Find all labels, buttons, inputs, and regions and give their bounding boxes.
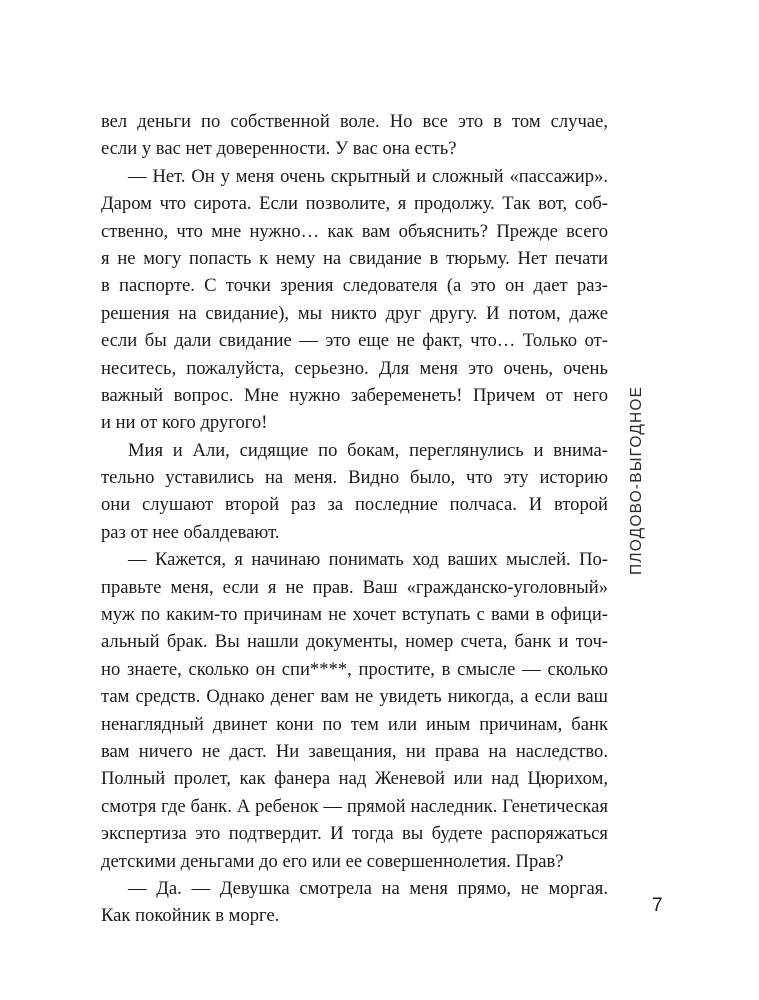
text-line: вам ничего не даст. Ни завещания, ни права на наследство.	[101, 740, 608, 762]
text-line: неситесь, пожалуйста, серьезно. Для меня это очень, очень	[101, 357, 608, 379]
running-head: ПЛОДОВО-ВЫГОДНОЕ	[628, 385, 645, 575]
text-line: если у вас нет доверенности. У вас она есть?	[101, 138, 457, 160]
text-line: в паспорте. С точки зрения следователя (а это он дает раз-	[101, 275, 608, 297]
text-line: решения на свидание), мы никто друг другу. И потом, даже	[101, 302, 608, 324]
text-line: — Кажется, я начинаю понимать ход ваших мыслей. По-	[128, 549, 608, 571]
text-line: они слушают второй раз за последние полчаса. И второй	[101, 494, 608, 516]
text-line: раз от нее обалдевают.	[101, 521, 280, 543]
text-line: — Да. — Девушка смотрела на меня прямо, не моргая.	[128, 877, 608, 899]
text-line: я не могу попасть к нему на свидание в тюрьму. Нет печати	[101, 247, 608, 269]
text-line: муж по каким-то причинам не хочет вступать с вами в офици-	[101, 604, 608, 626]
text-line: альный брак. Вы нашли документы, номер счета, банк и точ-	[101, 631, 608, 653]
text-line: ненаглядный двинет кони по тем или иным причинам, банк	[101, 713, 608, 735]
text-line: экспертиза это подтвердит. И тогда вы будете распоряжаться	[101, 823, 608, 845]
text-line: правьте меня, если я не прав. Ваш «гражданско-уголовный»	[101, 576, 608, 598]
text-line: смотря где банк. А ребенок — прямой наследник. Генетическая	[101, 795, 608, 817]
text-line: вел деньги по собственной воле. Но все это в том случае,	[101, 111, 608, 132]
body-text	[101, 108, 608, 930]
text-line: Мия и Али, сидящие по бокам, переглянулись и внима-	[128, 439, 608, 461]
text-line: — Нет. Он у меня очень скрытный и сложный «пассажир».	[128, 165, 608, 187]
text-line: если бы дали свидание — это еще не факт, что… Только от-	[101, 330, 608, 352]
text-line: Полный пролет, как фанера над Женевой или над Цюрихом,	[101, 768, 608, 790]
text-line: тельно уставились на меня. Видно было, что эту историю	[101, 467, 608, 489]
text-line: Как покойник в морге.	[101, 905, 280, 927]
text-line: но знаете, сколько он спи****, простите, в смысле — сколько	[101, 658, 608, 680]
text-line: Даром что сирота. Если позволите, я продолжу. Так вот, соб-	[101, 193, 608, 215]
text-line: ственно, что мне нужно… как вам объяснить? Прежде всего	[101, 220, 608, 242]
text-line: и ни от кого другого!	[101, 412, 268, 434]
page-number: 7	[652, 895, 663, 916]
text-line: важный вопрос. Мне нужно забеременеть! Причем от него	[101, 384, 608, 406]
text-line: там средств. Однако денег вам не увидеть никогда, а если ваш	[101, 686, 608, 708]
text-line: детскими деньгами до его или ее совершеннолетия. Прав?	[101, 850, 564, 872]
